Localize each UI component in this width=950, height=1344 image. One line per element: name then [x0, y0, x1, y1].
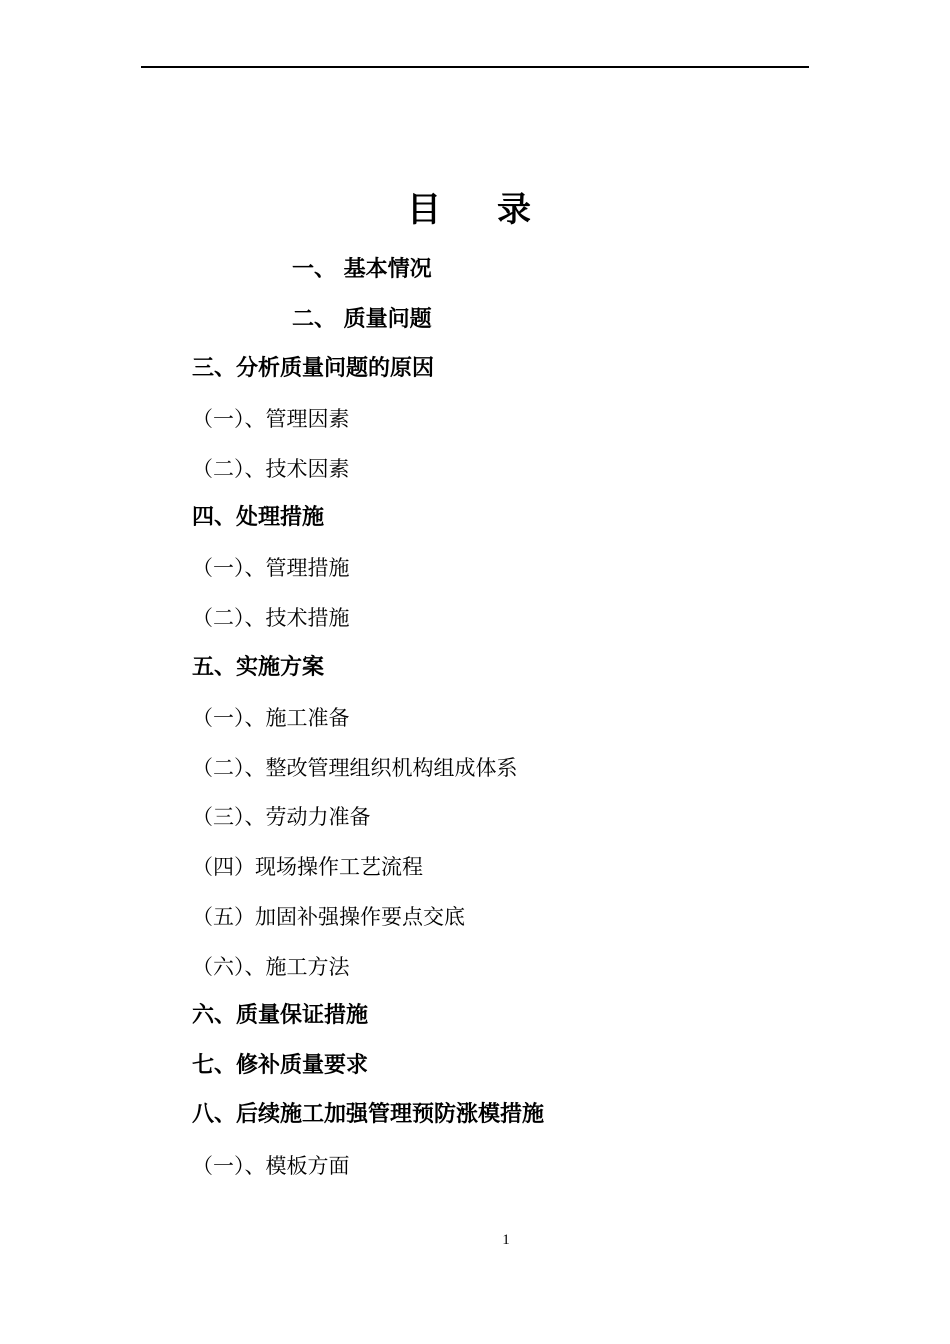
toc-entry: 五、实施方案: [192, 655, 325, 680]
toc-entry: （六）、施工方法: [192, 955, 350, 979]
toc-entry: 四、处理措施: [192, 505, 325, 530]
toc-entry: （一）、管理措施: [192, 556, 350, 580]
toc-entry: 六、质量保证措施: [192, 1003, 369, 1028]
toc-entry: （四）现场操作工艺流程: [192, 855, 423, 879]
toc-entry: （二）、技术措施: [192, 606, 350, 630]
toc-entry: 二、 质量问题: [292, 307, 432, 332]
page-number: 1: [502, 1232, 510, 1248]
toc-entry: 一、 基本情况: [292, 257, 432, 282]
toc-entry: 三、分析质量问题的原因: [192, 356, 435, 381]
toc-entry: （二）、技术因素: [192, 457, 350, 481]
toc-entry: （五）加固补强操作要点交底: [192, 905, 465, 929]
toc-title: 目录: [407, 190, 587, 230]
toc-entry: （一）、管理因素: [192, 407, 350, 431]
header-rule: [141, 66, 809, 68]
toc-entry: （二）、整改管理组织机构组成体系: [192, 756, 518, 780]
toc-entry: 七、修补质量要求: [192, 1053, 369, 1078]
toc-entry: 八、后续施工加强管理预防涨模措施: [192, 1102, 545, 1127]
toc-entry: （一）、施工准备: [192, 706, 350, 730]
toc-entry: （一）、模板方面: [192, 1154, 350, 1178]
toc-entry: （三）、劳动力准备: [192, 805, 371, 829]
